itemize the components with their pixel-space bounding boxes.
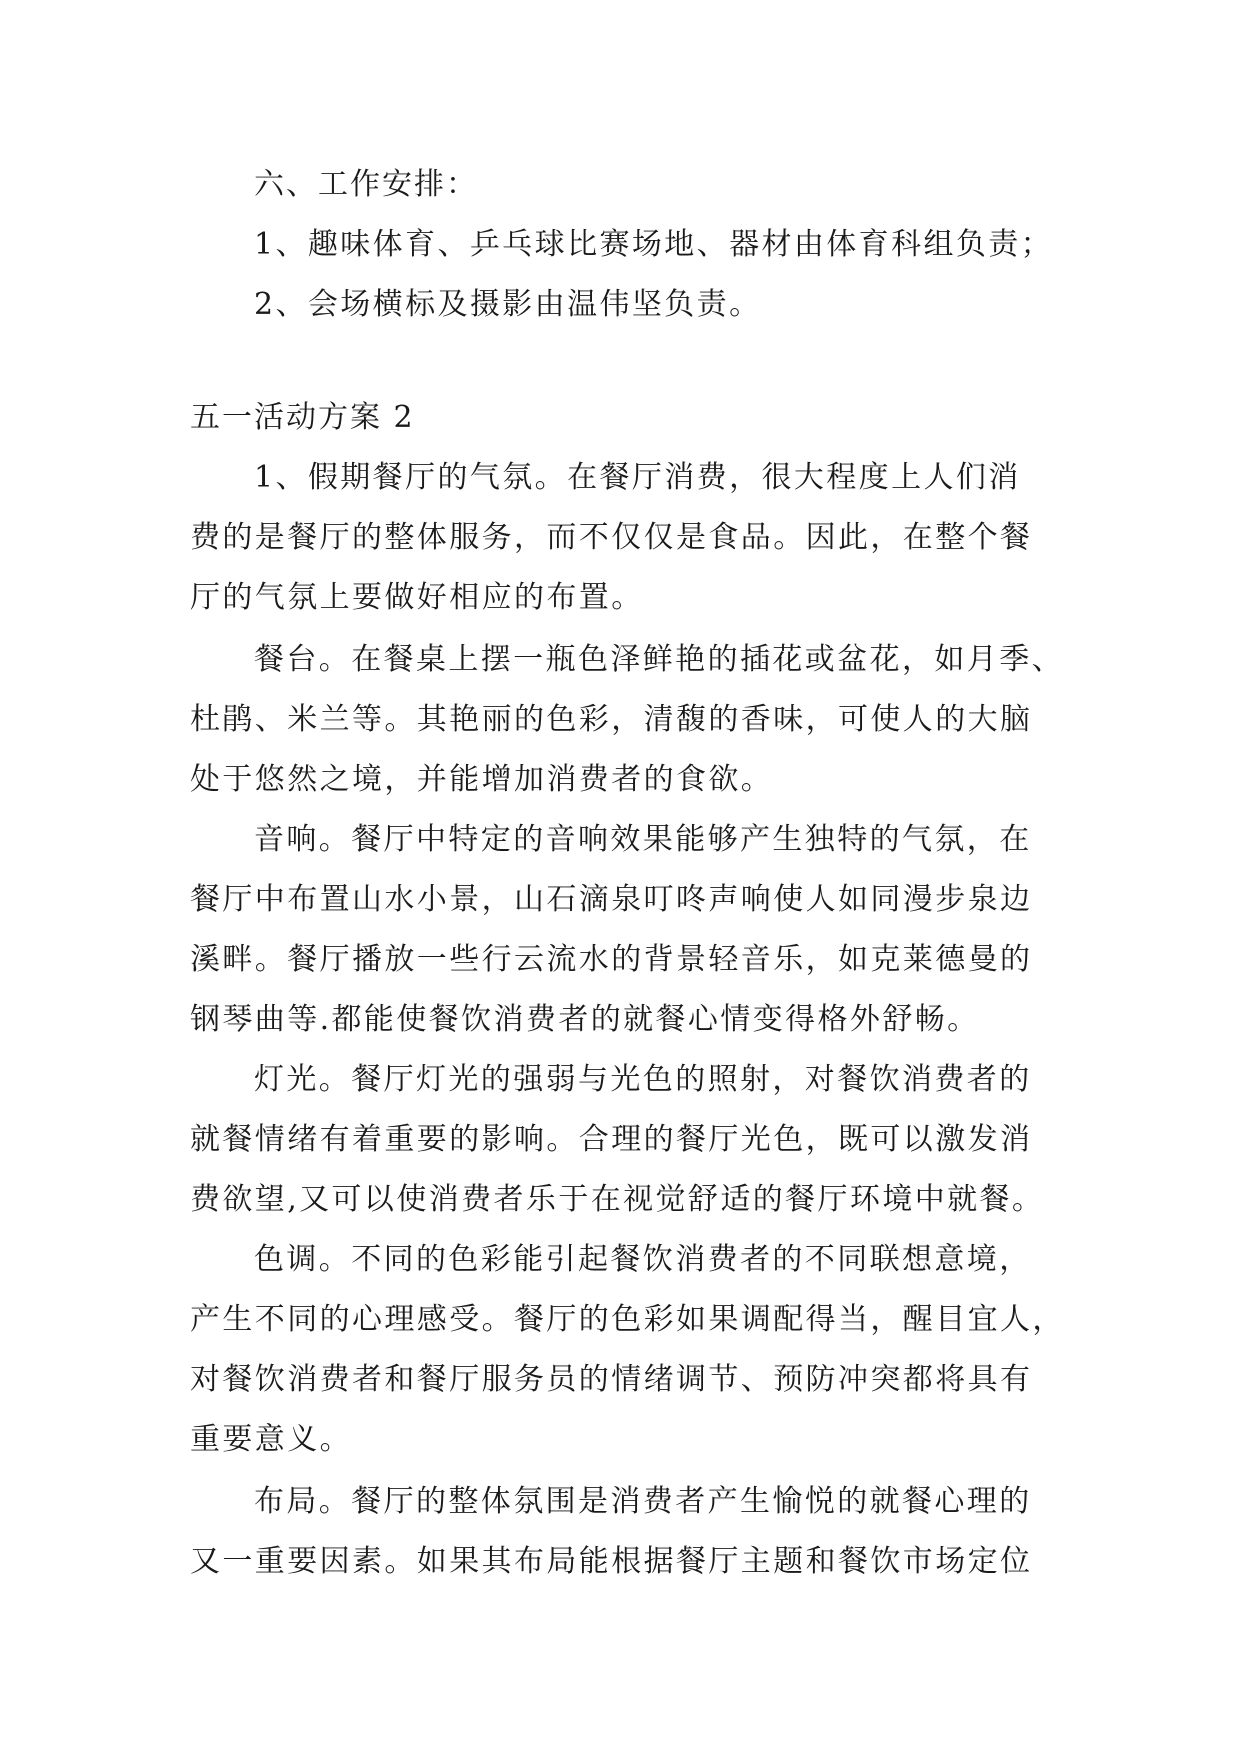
paragraph-line: 重要意义。	[190, 1422, 352, 1457]
paragraph-line: 处于悠然之境，并能增加消费者的食欲。	[190, 762, 774, 797]
paragraph-line: 就餐情绪有着重要的影响。合理的餐厅光色，既可以激发消	[190, 1122, 1033, 1157]
paragraph-line: 餐台。在餐桌上摆一瓶色泽鲜艳的插花或盆花，如月季、	[254, 642, 1064, 677]
section-six-item: 2、会场横标及摄影由温伟坚负责。	[254, 287, 762, 322]
paragraph-line: 对餐饮消费者和餐厅服务员的情绪调节、预防冲突都将具有	[190, 1362, 1033, 1397]
paragraph-line: 钢琴曲等.都能使餐饮消费者的就餐心情变得格外舒畅。	[190, 1002, 980, 1037]
paragraph-line: 溪畔。餐厅播放一些行云流水的背景轻音乐，如克莱德曼的	[190, 942, 1033, 977]
paragraph-line: 厅的气氛上要做好相应的布置。	[190, 580, 644, 615]
paragraph-line: 布局。餐厅的整体氛围是消费者产生愉悦的就餐心理的	[254, 1484, 1032, 1519]
paragraph-line: 1、假期餐厅的气氛。在餐厅消费，很大程度上人们消	[254, 460, 1021, 495]
paragraph-line: 费的是餐厅的整体服务，而不仅仅是食品。因此，在整个餐	[190, 520, 1033, 555]
plan2-title: 五一活动方案 2	[190, 400, 415, 435]
section-six-heading: 六、工作安排：	[254, 167, 478, 202]
paragraph-line: 色调。不同的色彩能引起餐饮消费者的不同联想意境，	[254, 1242, 1032, 1277]
section-six-item: 1、趣味体育、乒乓球比赛场地、器材由体育科组负责；	[254, 227, 1054, 262]
paragraph-line: 又一重要因素。如果其布局能根据餐厅主题和餐饮市场定位	[190, 1544, 1033, 1579]
paragraph-line: 杜鹃、米兰等。其艳丽的色彩，清馥的香味，可使人的大脑	[190, 702, 1033, 737]
paragraph-line: 灯光。餐厅灯光的强弱与光色的照射，对餐饮消费者的	[254, 1062, 1032, 1097]
paragraph-line: 费欲望,又可以使消费者乐于在视觉舒适的餐厅环境中就餐。	[190, 1182, 1045, 1217]
paragraph-line: 餐厅中布置山水小景，山石滴泉叮咚声响使人如同漫步泉边	[190, 882, 1033, 917]
paragraph-line: 产生不同的心理感受。餐厅的色彩如果调配得当，醒目宜人，	[190, 1302, 1065, 1337]
paragraph-line: 音响。餐厅中特定的音响效果能够产生独特的气氛，在	[254, 822, 1032, 857]
